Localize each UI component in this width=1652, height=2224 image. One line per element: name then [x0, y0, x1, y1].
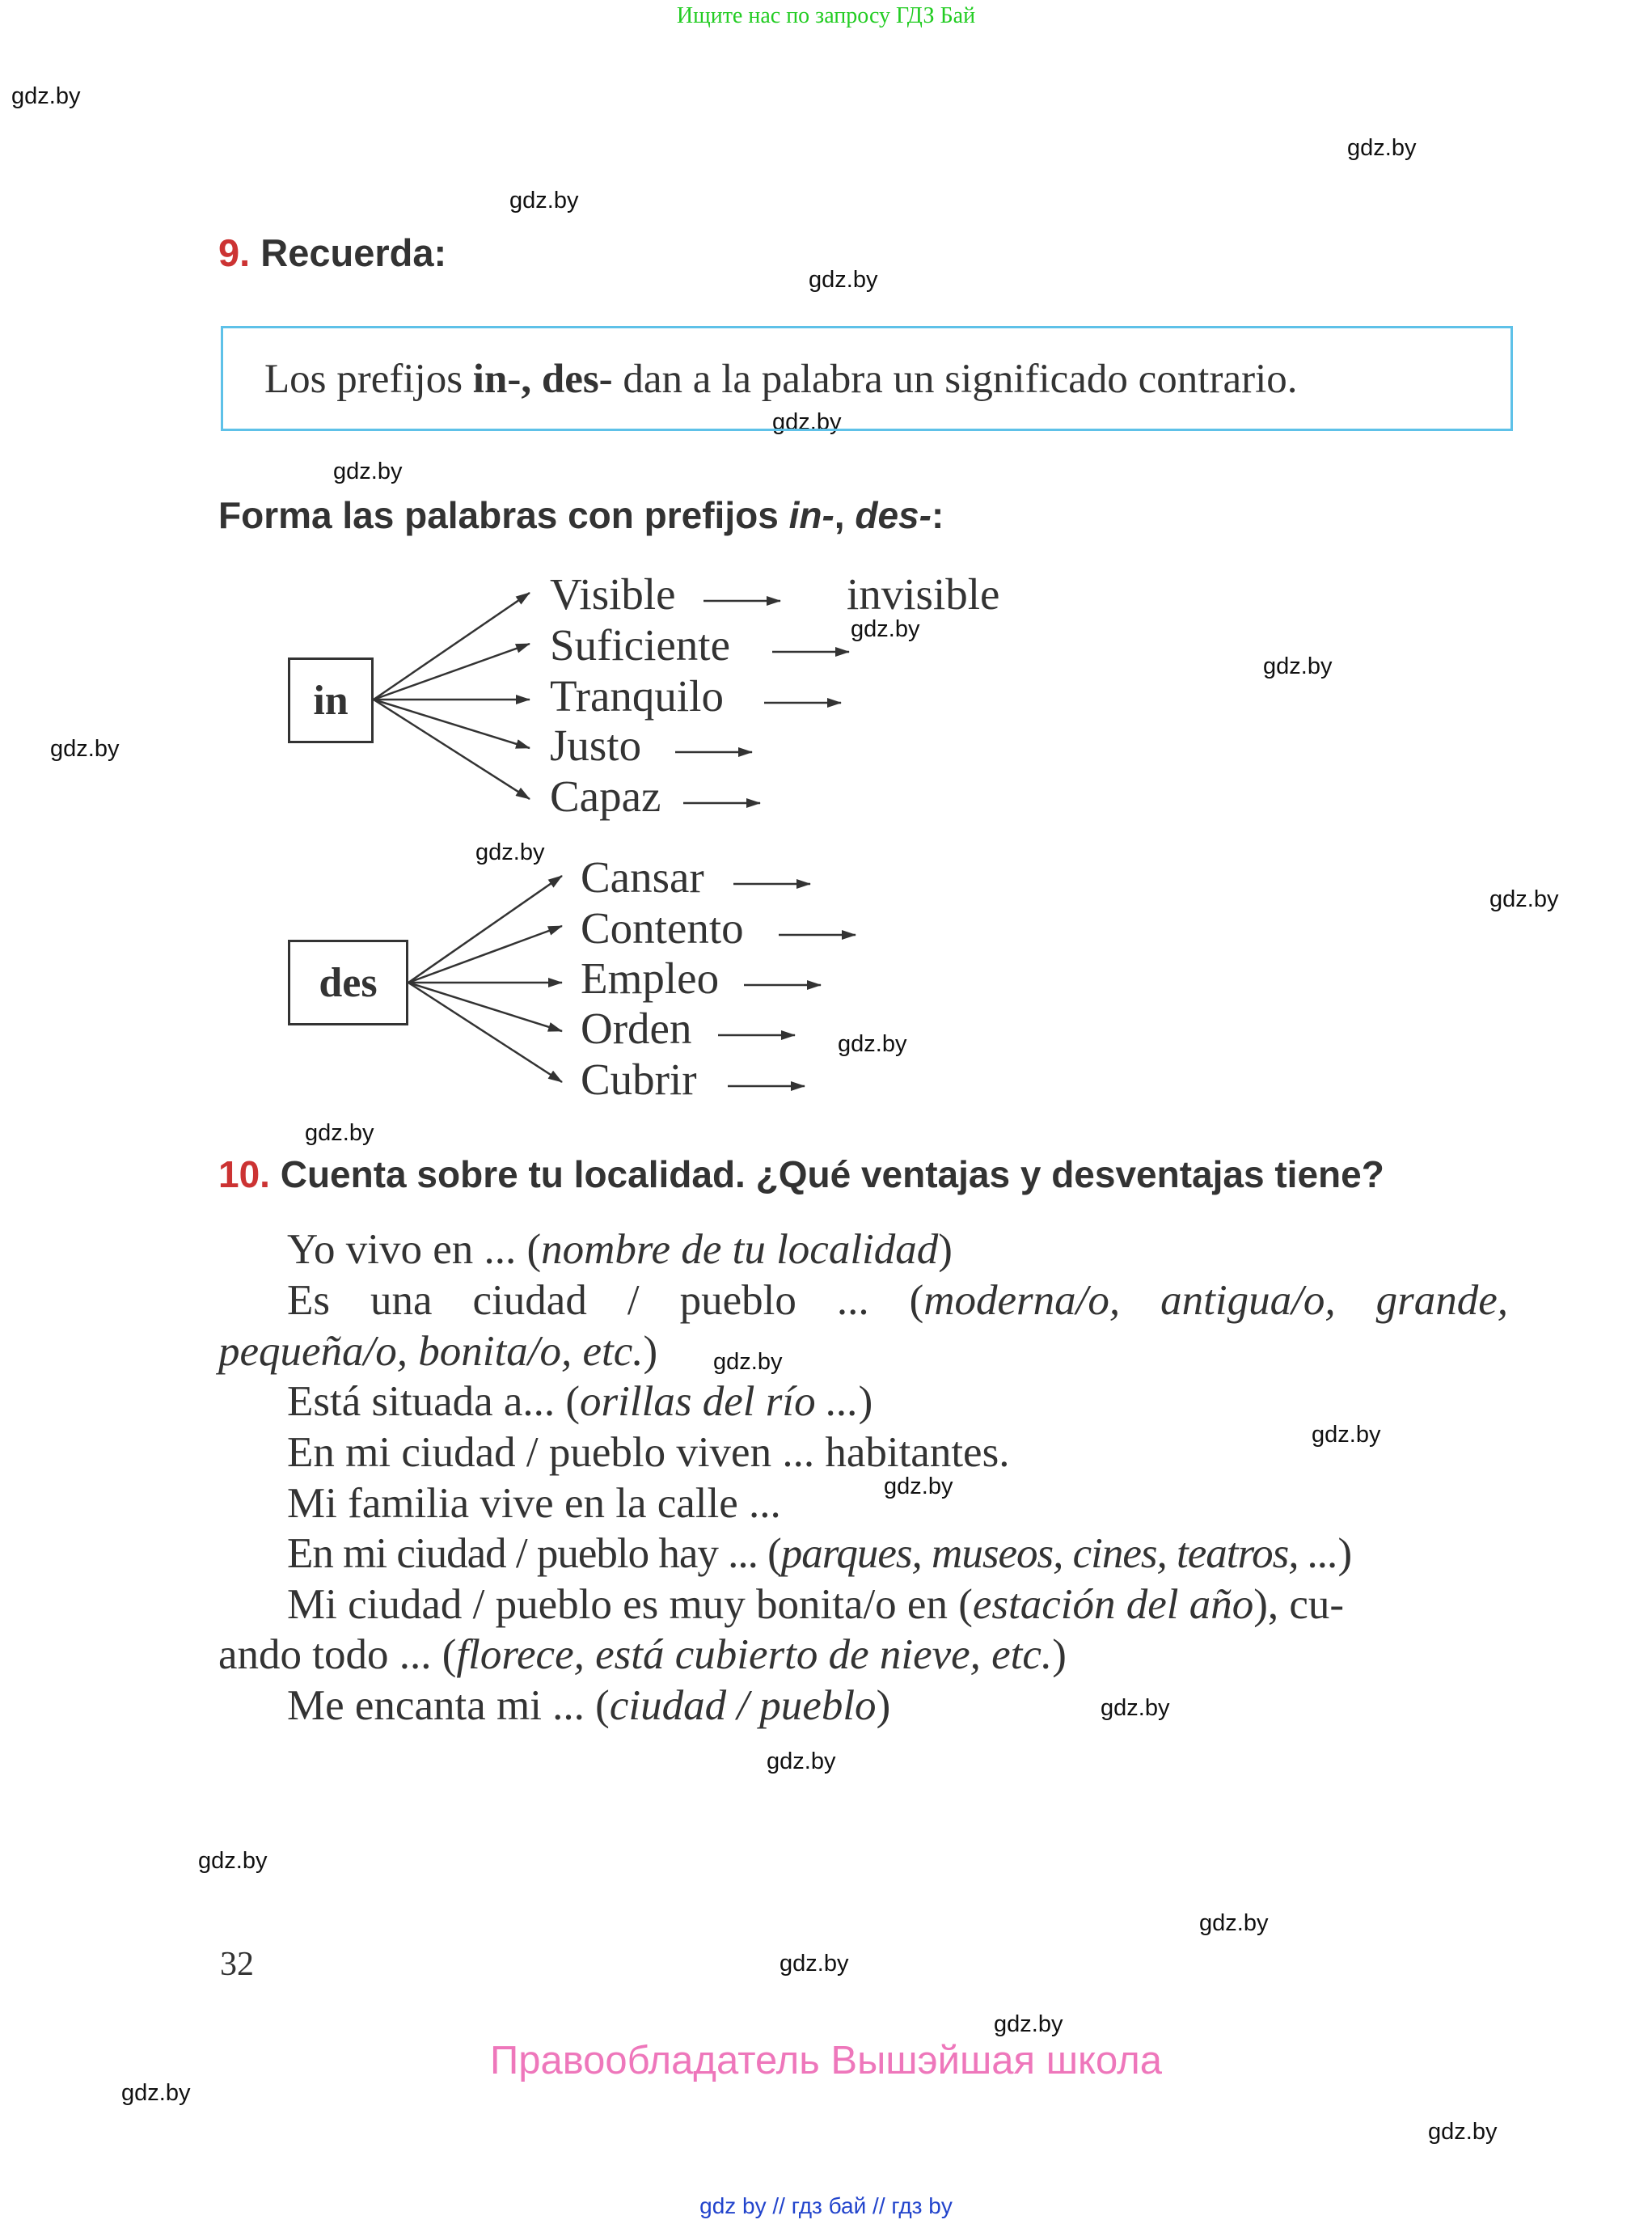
- text-part: ): [858, 1378, 873, 1425]
- exercise-10-heading: [218, 1152, 1384, 1196]
- text-line: [287, 1276, 1508, 1325]
- prefix-box-des: [288, 940, 408, 1025]
- text-part: ): [938, 1226, 953, 1273]
- word-des: Cubrir: [581, 1055, 697, 1104]
- text-part-italic: parques, museos, cines, teatros, ...: [780, 1530, 1338, 1577]
- word-des: Orden: [581, 1004, 692, 1053]
- watermark: gdz.by: [1489, 886, 1559, 912]
- text-line: [287, 1428, 1009, 1477]
- fan-arrow: [408, 876, 562, 983]
- example-result: invisible: [847, 569, 1000, 619]
- text-part: Mi ciudad / pueblo es muy bonita/o en (: [287, 1581, 973, 1628]
- text-line: [287, 1225, 953, 1274]
- word-des: Cansar: [581, 852, 704, 902]
- watermark: gdz.by: [767, 1748, 836, 1774]
- task-prefix-des: des-: [855, 494, 932, 536]
- watermark: gdz.by: [1347, 135, 1417, 161]
- watermark: gdz.by: [11, 83, 81, 109]
- text-part-italic: moderna/o, antigua/o, grande,: [923, 1277, 1508, 1324]
- bottom-links[interactable]: gdz by // гдз бай // гдз by: [699, 2193, 953, 2218]
- text-part: ): [643, 1328, 658, 1375]
- text-part-italic: ciudad / pueblo: [609, 1682, 877, 1729]
- fan-arrow: [374, 700, 530, 799]
- text-line: [287, 1377, 872, 1426]
- word-des: Contento: [581, 903, 744, 953]
- rule-prefix-des: des-: [541, 357, 613, 402]
- text-part: Es una ciudad / pueblo ... (: [287, 1277, 924, 1324]
- text-part: ando todo ... (: [218, 1631, 457, 1678]
- watermark: gdz.by: [198, 1848, 268, 1874]
- fan-arrow: [408, 983, 562, 1082]
- text-line: [218, 1630, 1067, 1679]
- rule-prefix-in: in-: [472, 357, 522, 402]
- exercise-number: 10.: [218, 1153, 270, 1195]
- text-part: En mi ciudad / pueblo viven ... habitantes.: [287, 1429, 1010, 1476]
- text-line: [287, 1580, 1344, 1629]
- text-part-italic: orillas del río ...: [580, 1378, 859, 1425]
- watermark: gdz.by: [994, 2011, 1063, 2037]
- watermark: gdz.by: [1199, 1910, 1269, 1936]
- copyright-notice: Правообладатель Вышэйшая школа: [489, 2039, 1163, 2082]
- watermark: gdz.by: [509, 188, 579, 214]
- fan-arrow: [374, 644, 530, 700]
- text-part: ), cu-: [1253, 1581, 1345, 1628]
- fan-arrow: [374, 700, 530, 748]
- text-part: ): [1337, 1530, 1352, 1577]
- word-in: Justo: [550, 721, 642, 770]
- task-text-part: Forma las palabras con prefijos: [218, 494, 789, 536]
- watermark: gdz.by: [475, 839, 545, 865]
- watermark: gdz.by: [333, 459, 403, 484]
- text-part: ): [1052, 1631, 1067, 1678]
- word-in: Suficiente: [550, 620, 730, 670]
- text-part-italic: estación del año: [972, 1581, 1254, 1628]
- watermark: gdz.by: [1428, 2119, 1498, 2145]
- watermark: gdz.by: [772, 409, 842, 435]
- text-line: [287, 1529, 1351, 1578]
- fan-arrow: [408, 926, 562, 983]
- text-part: ): [876, 1682, 891, 1729]
- watermark: gdz.by: [121, 2080, 191, 2106]
- watermark: gdz.by: [851, 616, 920, 642]
- in-fan-arrows: [374, 593, 530, 799]
- page-number: 32: [220, 1946, 254, 1983]
- watermark: gdz.by: [1312, 1422, 1381, 1448]
- text-line: [287, 1479, 781, 1528]
- watermark: gdz.by: [50, 736, 120, 762]
- prefix-label: des: [319, 959, 378, 1006]
- task-prefix-in: in-: [788, 494, 834, 536]
- watermark: gdz.by: [884, 1474, 953, 1499]
- text-part: Me encanta mi ... (: [287, 1682, 610, 1729]
- text-line: [218, 1327, 657, 1376]
- word-in: Tranquilo: [550, 671, 724, 721]
- text-part: Está situada a... (: [287, 1378, 581, 1425]
- prefix-label: in: [313, 677, 349, 724]
- prefix-box-in: [288, 657, 374, 743]
- fan-arrow: [408, 983, 562, 1031]
- text-part-italic: florece, está cubierto de nieve, etc.: [456, 1631, 1053, 1678]
- text-part: En mi ciudad / pueblo hay ... (: [287, 1530, 781, 1577]
- rule-text-part: Los prefijos: [264, 357, 473, 402]
- watermark: gdz.by: [1263, 653, 1333, 679]
- watermark: gdz.by: [1101, 1695, 1170, 1721]
- watermark: gdz.by: [780, 1951, 849, 1977]
- watermark: gdz.by: [305, 1120, 374, 1146]
- task-text-part: :: [931, 494, 944, 536]
- task-text-part: ,: [834, 494, 856, 536]
- top-banner[interactable]: Ищите нас по запросу ГДЗ Бай: [676, 3, 976, 28]
- word-in: Capaz: [550, 772, 661, 821]
- fan-arrow: [374, 593, 530, 700]
- rule-text-part: ,: [521, 357, 542, 402]
- text-part-italic: nombre de tu localidad: [541, 1226, 939, 1273]
- des-fan-arrows: [408, 876, 562, 1082]
- text-line: [287, 1681, 890, 1730]
- watermark: gdz.by: [838, 1031, 907, 1057]
- text-part-italic: pequeña/o, bonita/o, etc.: [218, 1328, 644, 1375]
- exercise-title: Recuerda:: [260, 231, 447, 274]
- text-part: Yo vivo en ... (: [287, 1226, 542, 1273]
- exercise-title: Cuenta sobre tu localidad. ¿Qué ventajas y desventajas tiene?: [280, 1153, 1384, 1195]
- watermark: gdz.by: [809, 267, 878, 293]
- text-part: Mi familia vive en la calle ...: [287, 1480, 781, 1527]
- word-in: Visible: [550, 569, 676, 619]
- watermark: gdz.by: [713, 1349, 783, 1375]
- word-des: Empleo: [581, 953, 720, 1003]
- exercise-number: 9.: [218, 231, 251, 274]
- rule-text-part: dan a la palabra un significado contrario.: [612, 357, 1298, 402]
